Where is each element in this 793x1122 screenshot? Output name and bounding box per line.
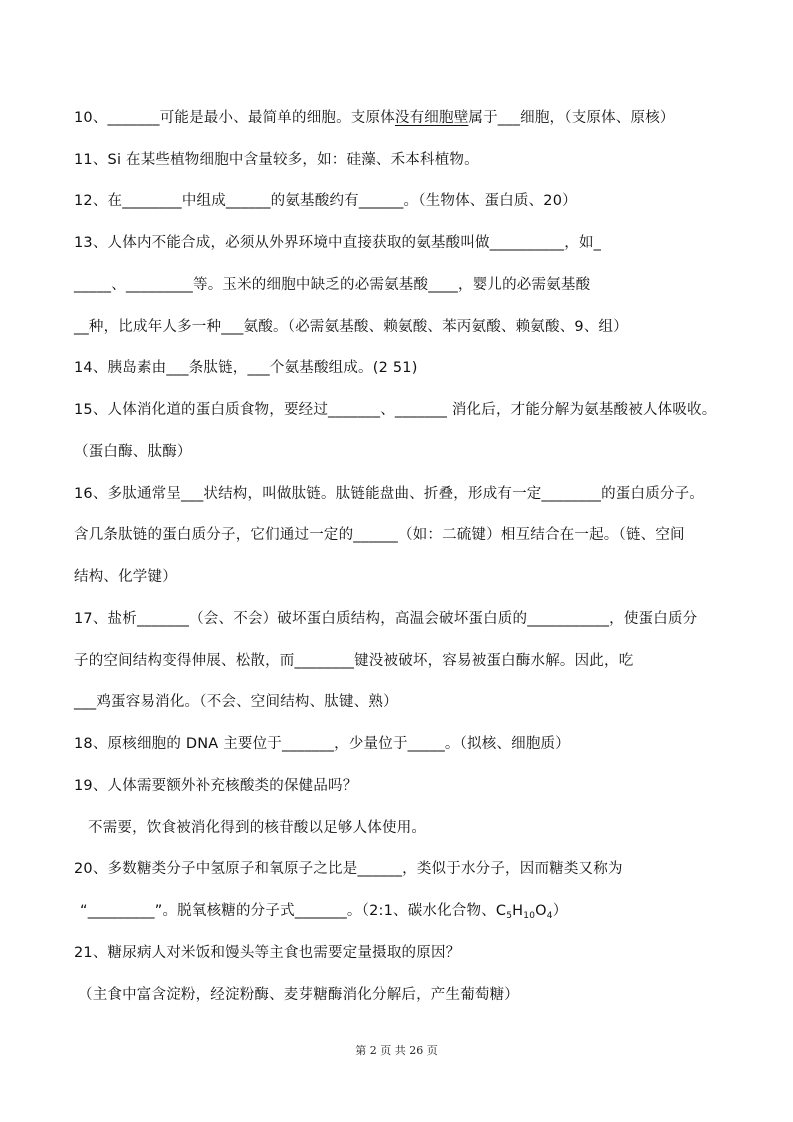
question-18: 18、原核细胞的 DNA 主要位于_______，少量位于_____。（拟核、细胞质）	[74, 736, 570, 752]
question-13-line-3: __种，比成年人多一种___氨酸。（必需氨基酸、赖氨酸、苯丙氨酸、赖氨酸、9、组）	[74, 319, 628, 335]
question-21-answer: （主食中富含淀粉，经淀粉酶、麦芽糖酶消化分解后，产生葡萄糖）	[78, 987, 519, 1003]
q20-subscript-c: 5	[506, 911, 513, 921]
question-14: 14、胰岛素由___条肽链，___个氨基酸组成。(2 51)	[74, 360, 418, 376]
q10-text-b: 属于___细胞，（支原体、原核）	[468, 110, 675, 126]
question-13-line-2: _____、_________等。玉米的细胞中缺乏的必需氨基酸____，婴儿的必需氨基酸	[74, 277, 591, 293]
question-20-line-2	[80, 901, 740, 921]
q20-subscript-h: 10	[523, 911, 536, 921]
question-12: 12、在________中组成______的氨基酸约有______。（生物体、蛋白质、20）	[74, 193, 577, 209]
q20-subscript-o: 4	[546, 911, 553, 921]
question-11: 11、Si 在某些植物细胞中含量较多，如：硅藻、禾本科植物。	[74, 152, 479, 168]
question-17-line-3: ___鸡蛋容易消化。（不会、空间结构、肽键、熟）	[74, 694, 398, 710]
question-15-line-1: 15、人体消化道的蛋白质食物，要经过_______、_______ 消化后，才能分解为氨基酸被人体吸收。	[74, 402, 717, 418]
q10-text-a: 10、_______可能是最小、最简单的细胞。支原体	[74, 110, 395, 126]
question-13-line-1: 13、人体内不能合成，必须从外界环境中直接获取的氨基酸叫做__________，如_	[74, 235, 602, 251]
q20-h: H	[512, 903, 524, 919]
question-17-line-2: 子的空间结构变得伸展、松散，而________键没被破坏，容易被蛋白酶水解。因此，吃	[74, 653, 634, 669]
question-17-line-1: 17、盐析_______（会、不会）破坏蛋白质结构，高温会破坏蛋白质的___________，使蛋白质分	[74, 611, 698, 627]
question-16-line-1: 16、多肽通常呈___状结构，叫做肽链。肽链能盘曲、折叠，形成有一定________的蛋白质分子。	[74, 486, 704, 502]
question-15-line-2: （蛋白酶、肽酶）	[74, 444, 192, 460]
question-21-line-1: 21、糖尿病人对米饭和馒头等主食也需要定量摄取的原因？	[74, 945, 461, 961]
q10-underlined-text: 没有细胞壁	[394, 110, 469, 126]
page-footer: 第 2 页 共 26 页	[355, 1044, 438, 1057]
question-19-line-1: 19、人体需要额外补充核酸类的保健品吗？	[74, 778, 358, 794]
question-10	[74, 108, 734, 128]
question-16-line-3: 结构、化学键）	[74, 569, 177, 585]
question-19-answer: 不需要，饮食被消化得到的核苷酸以足够人体使用。	[88, 820, 427, 836]
q20-o: O	[535, 903, 547, 919]
q20-text: “_________”。脱氧核糖的分子式_______。（2:1、碳水化合物、C	[80, 903, 507, 919]
question-20-line-1: 20、多数糖类分子中氢原子和氧原子之比是______，类似于水分子，因而糖类又称为	[74, 861, 623, 877]
q20-end: ）	[552, 903, 568, 919]
question-16-line-2: 含几条肽链的蛋白质分子，它们通过一定的______（如：二硫键）相互结合在一起。（链、空间	[74, 527, 685, 543]
